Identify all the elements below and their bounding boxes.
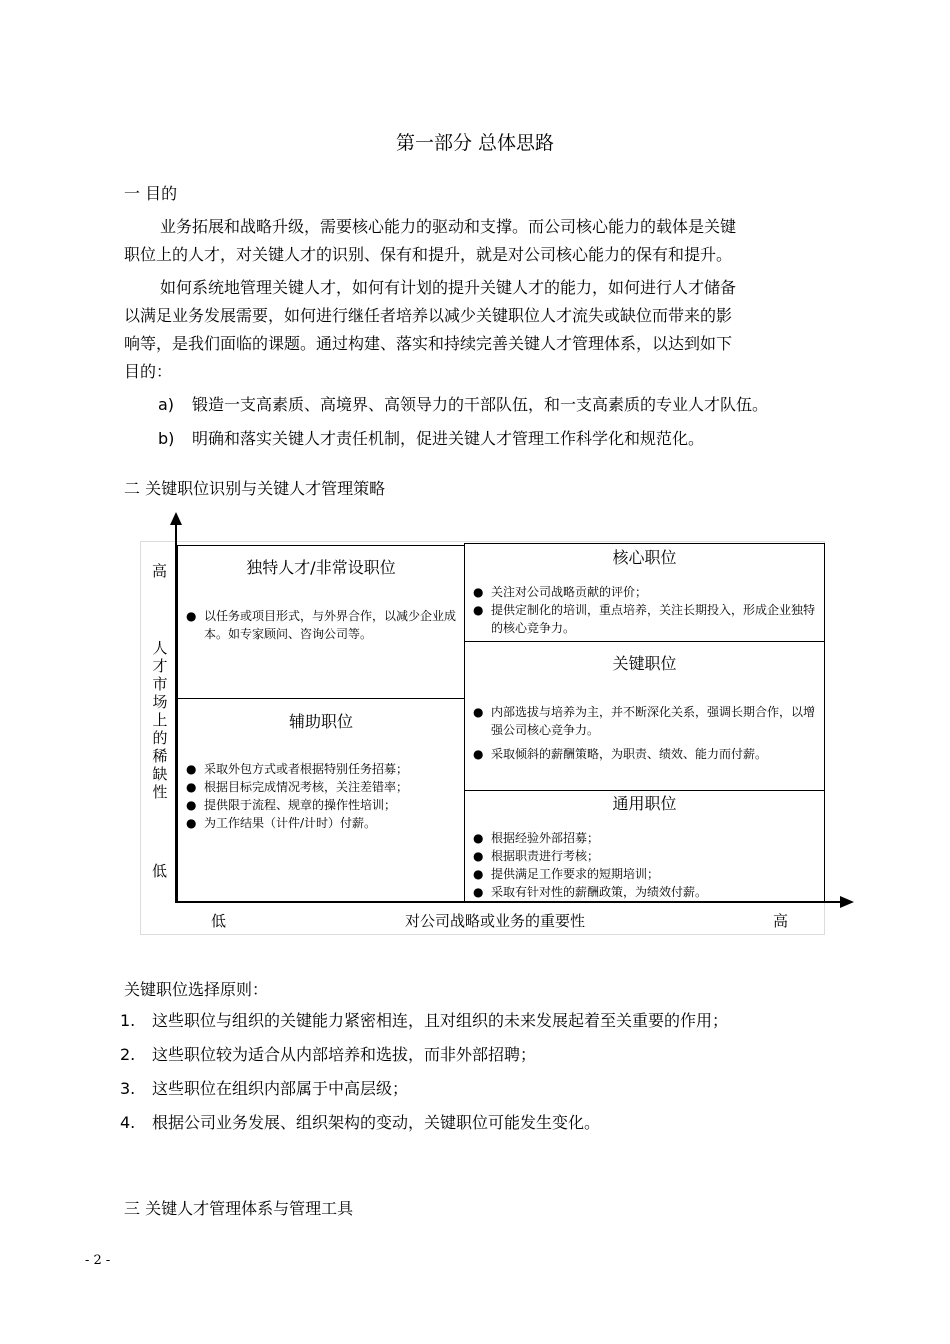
- y-label-char: 稀: [152, 747, 168, 765]
- item-b-text: 明确和落实关键人才责任机制，促进关键人才管理工作科学化和规范化。: [192, 429, 705, 448]
- principle-number: 3.: [120, 1079, 136, 1098]
- bullet-item: ● 根据目标完成情况考核，关注差错率；: [186, 778, 458, 796]
- y-label-char: 上: [152, 711, 168, 729]
- page-title: 第一部分 总体思路: [395, 132, 555, 154]
- x-axis-arrow-icon: [840, 895, 854, 909]
- y-high-label: 高: [152, 562, 168, 580]
- bullet-item: ● 为工作结果（计件/计时）付薪。: [186, 814, 458, 832]
- principles-heading: 关键职位选择原则：: [124, 980, 269, 999]
- bullet-item: ● 提供限于流程、规章的操作性培训；: [186, 796, 458, 814]
- principle-number: 1.: [120, 1011, 136, 1030]
- key-position-bullets: [473, 703, 819, 763]
- item-a-text: 锻造一支高素质、高境界、高领导力的干部队伍，和一支高素质的专业人才队伍。: [192, 395, 769, 414]
- para2-line4: 目的：: [124, 362, 173, 381]
- x-low-label: 低: [211, 912, 227, 930]
- y-low-label: 低: [152, 862, 168, 880]
- bullet-item: ● 内部选拔与培养为主，并不断深化关系，强调长期合作，以增强公司核心竞争力。: [473, 703, 819, 739]
- bullet-item: ● 根据经验外部招募；: [473, 829, 819, 847]
- bullet-item: ● 以任务或项目形式，与外界合作，以减少企业成本。如专家顾问、咨询公司等。: [186, 607, 458, 643]
- y-label-char: 市: [152, 675, 168, 693]
- bullet-item: ● 关注对公司战略贡献的评价；: [473, 583, 819, 601]
- bullet-item: ● 采取有针对性的薪酬政策，为绩效付薪。: [473, 883, 819, 901]
- principle-text: 这些职位在组织内部属于中高层级；: [152, 1079, 409, 1098]
- y-label-char: 场: [152, 693, 168, 711]
- support-position-title: 辅助职位: [288, 712, 353, 731]
- core-position-bullets: [473, 583, 819, 637]
- principle-number: 2.: [120, 1045, 136, 1064]
- key-position-title: 关键职位: [612, 654, 677, 673]
- section1-heading: 一 目的: [124, 184, 178, 203]
- bullet-item: ● 提供满足工作要求的短期培训；: [473, 865, 819, 883]
- principle-text: 这些职位较为适合从内部培养和选拔，而非外部招聘；: [152, 1045, 537, 1064]
- principle-number: 4.: [120, 1113, 136, 1132]
- unique-talent-bullets: [186, 607, 458, 643]
- y-label-char: 缺: [152, 765, 168, 783]
- bullet-item: ● 根据职责进行考核；: [473, 847, 819, 865]
- item-b-marker: b): [158, 429, 175, 448]
- item-a-marker: a): [158, 395, 175, 414]
- bullet-item: ● 提供定制化的培训，重点培养，关注长期投入，形成企业独特的核心竞争力。: [473, 601, 819, 637]
- principle-text: 根据公司业务发展、组织架构的变动，关键职位可能发生变化。: [152, 1113, 601, 1132]
- unique-talent-title: 独特人才/非常设职位: [246, 558, 396, 577]
- page-number: - 2 -: [85, 1253, 111, 1268]
- general-position-title: 通用职位: [612, 794, 677, 813]
- section2-heading: 二 关键职位识别与关键人才管理策略: [124, 479, 386, 498]
- y-axis-arrow-icon: [169, 512, 183, 526]
- para1-line2: 职位上的人才，对关键人才的识别、保有和提升，就是对公司核心能力的保有和提升。: [124, 245, 733, 264]
- principle-text: 这些职位与组织的关键能力紧密相连，且对组织的未来发展起着至关重要的作用；: [152, 1011, 729, 1030]
- support-position-bullets: [186, 760, 458, 832]
- para2-line2: 以满足业务发展需要，如何进行继任者培养以减少关键职位人才流失或缺位而带来的影: [124, 306, 733, 325]
- y-label-char: 才: [152, 657, 168, 675]
- y-label-char: 的: [152, 729, 168, 747]
- core-position-title: 核心职位: [612, 548, 677, 567]
- bullet-item: ● 采取倾斜的薪酬策略，为职责、绩效、能力而付薪。: [473, 745, 819, 763]
- bullet-item: ● 采取外包方式或者根据特别任务招募；: [186, 760, 458, 778]
- para1-line1: 业务拓展和战略升级，需要核心能力的驱动和支撑。而公司核心能力的载体是关键: [160, 217, 737, 236]
- para2-line3: 响等，是我们面临的课题。通过构建、落实和持续完善关键人才管理体系，以达到如下: [124, 334, 733, 353]
- para2-line1: 如何系统地管理关键人才，如何有计划的提升关键人才的能力，如何进行人才储备: [160, 278, 737, 297]
- y-label-char: 人: [152, 639, 168, 657]
- y-label-char: 性: [152, 783, 168, 801]
- general-position-bullets: [473, 829, 819, 901]
- x-axis-label: 对公司战略或业务的重要性: [405, 912, 586, 930]
- x-high-label: 高: [773, 912, 789, 930]
- section3-heading: 三 关键人才管理体系与管理工具: [124, 1199, 354, 1218]
